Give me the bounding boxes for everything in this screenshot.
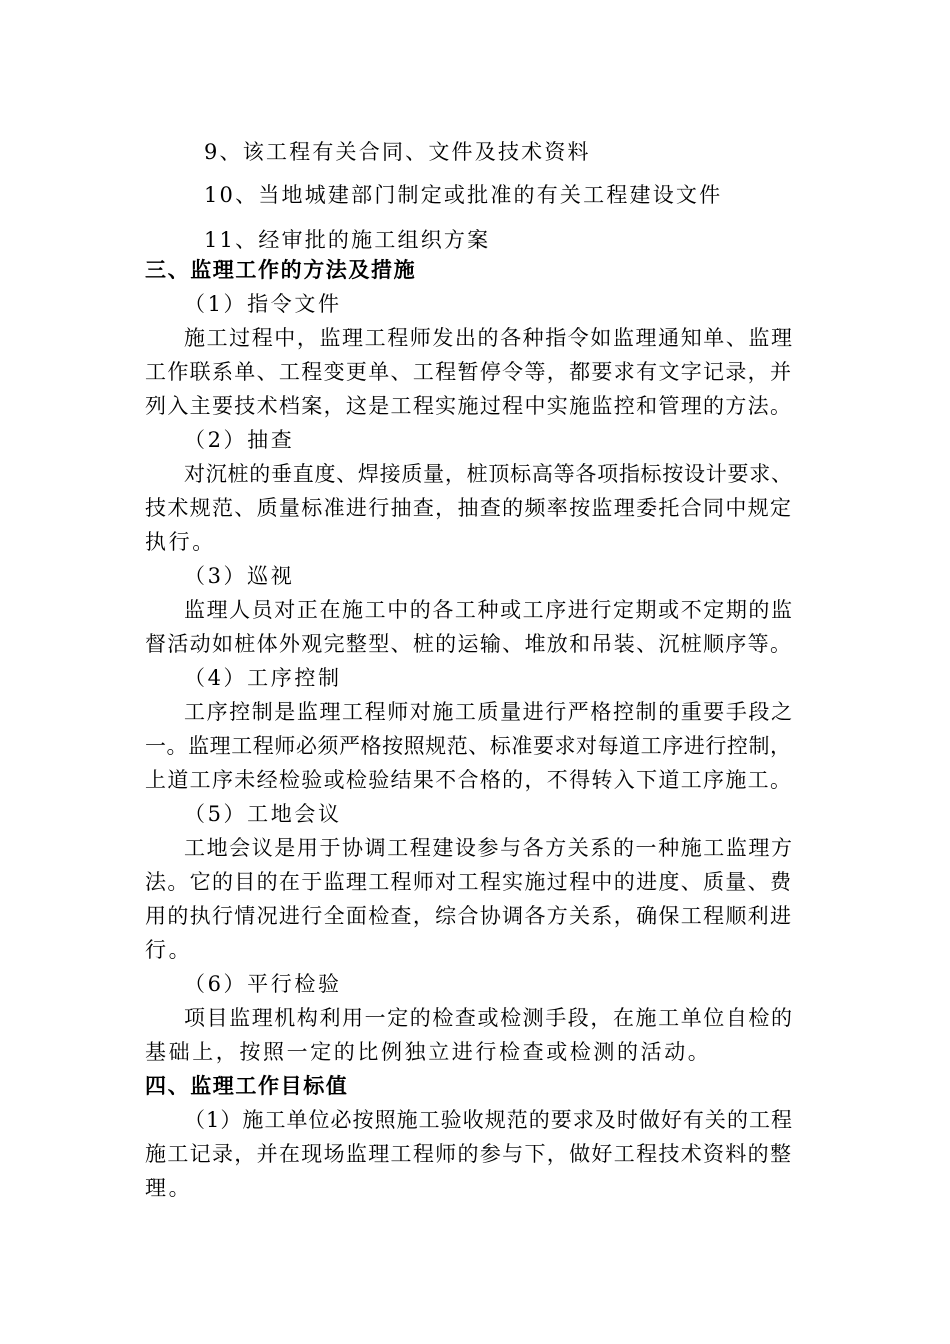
paragraph-line: 执行。 [145,530,216,554]
paragraph-line: （1）施工单位必按照施工验收规范的要求及时做好有关的工程 [184,1108,792,1132]
paragraph-line: 用的执行情况进行全面检查，综合协调各方关系，确保工程顺利进 [145,904,791,928]
paragraph-line: 工地会议是用于协调工程建设参与各方关系的一种施工监理方 [184,836,792,860]
paragraph-line: 一。监理工程师必须严格按照规范、标准要求对每道工序进行控制， [145,734,791,758]
subsection-title-parallel-inspection: （6）平行检验 [184,972,342,996]
section-heading-targets: 四、监理工作目标值 [145,1074,349,1098]
paragraph-line: 基础上，按照一定的比例独立进行检查或检测的活动。 [145,1040,712,1064]
paragraph-line: 工序控制是监理工程师对施工质量进行严格控制的重要手段之 [184,700,792,724]
paragraph-line: 行。 [145,938,193,962]
paragraph-line: 项目监理机构利用一定的检查或检测手段，在施工单位自检的 [184,1006,792,1030]
paragraph-line: 施工记录，并在现场监理工程师的参与下，做好工程技术资料的整 [145,1142,791,1166]
subsection-title-process-control: （4）工序控制 [184,666,342,690]
reference-item-10: 10、当地城建部门制定或批准的有关工程建设文件 [204,183,723,207]
reference-item-11: 11、经审批的施工组织方案 [204,228,491,252]
paragraph-line: 对沉桩的垂直度、焊接质量，桩顶标高等各项指标按设计要求、 [184,462,792,486]
section-heading-methods: 三、监理工作的方法及措施 [145,258,417,282]
paragraph-line: 技术规范、质量标准进行抽查，抽查的频率按监理委托合同中规定 [145,496,791,520]
subsection-title-spot-check: （2）抽查 [184,428,295,452]
paragraph-line: 法。它的目的在于监理工程师对工程实施过程中的进度、质量、费 [145,870,791,894]
reference-item-9: 9、该工程有关合同、文件及技术资料 [204,140,591,164]
paragraph-line: 督活动如桩体外观完整型、桩的运输、堆放和吊装、沉桩顺序等。 [145,632,791,656]
paragraph-line: 列入主要技术档案，这是工程实施过程中实施监控和管理的方法。 [145,394,791,418]
subsection-title-inspection-tour: （3）巡视 [184,564,295,588]
paragraph-line: 施工过程中，监理工程师发出的各种指令如监理通知单、监理 [184,326,792,350]
subsection-title-site-meeting: （5）工地会议 [184,802,342,826]
paragraph-line: 工作联系单、工程变更单、工程暂停令等，都要求有文字记录，并 [145,360,791,384]
paragraph-line: 监理人员对正在施工中的各工种或工序进行定期或不定期的监 [184,598,792,622]
paragraph-line: 上道工序未经检验或检验结果不合格的，不得转入下道工序施工。 [145,768,791,792]
subsection-title-directive-documents: （1）指令文件 [184,292,342,316]
paragraph-line: 理。 [145,1176,193,1200]
